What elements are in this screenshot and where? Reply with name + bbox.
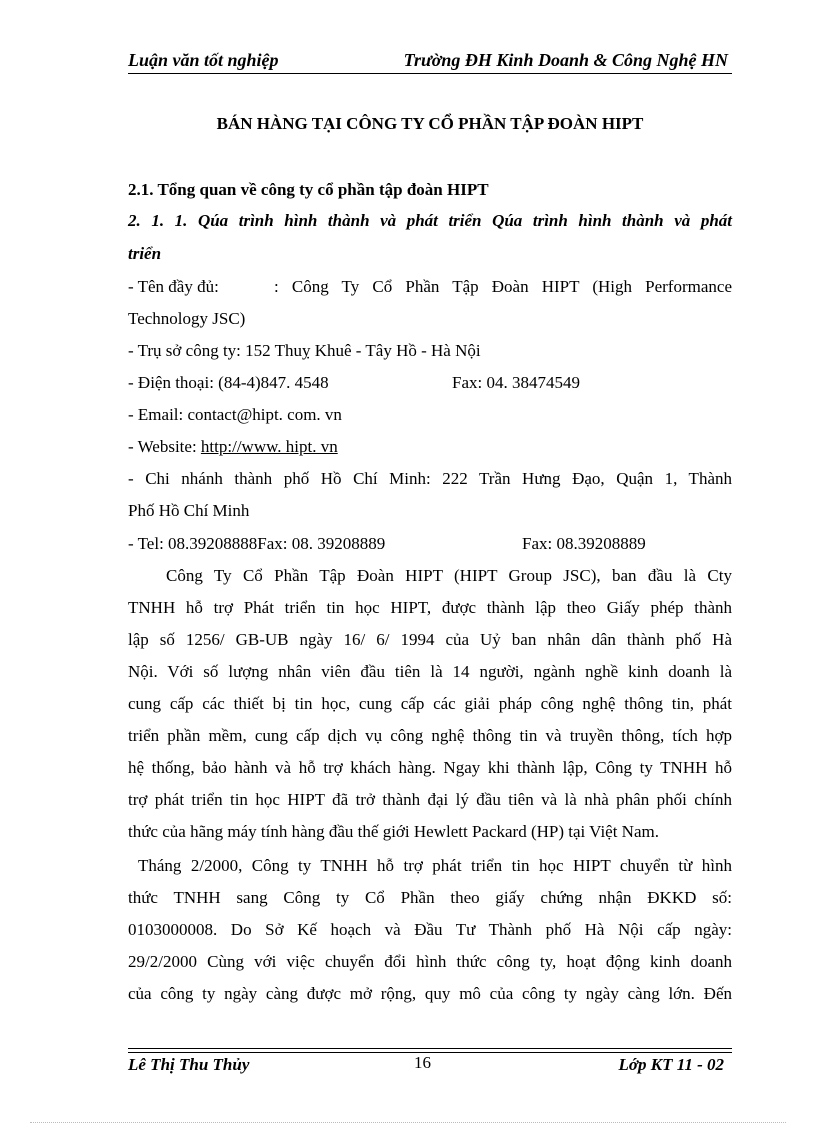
section-heading: 2.1. Tổng quan về công ty cổ phần tập đoàn HIPT <box>128 180 489 199</box>
info-website <box>128 437 732 457</box>
paragraph-line: thức TNHH sang Công ty Cổ Phần theo giấy chứng nhận ĐKKD số: <box>128 888 732 907</box>
paragraph-line: 29/2/2000 Cùng với việc chuyển đổi hình thức công ty, hoạt động kinh doanh <box>128 952 732 971</box>
info-address: - Trụ sở công ty: 152 Thuỵ Khuê - Tây Hồ - Hà Nội <box>128 341 481 360</box>
info-tel-fax: Fax: 08.39208889 <box>522 534 646 553</box>
page-header <box>128 46 732 74</box>
footer-class: Lớp KT 11 - 02 <box>618 1055 724 1074</box>
info-fax: Fax: 04. 38474549 <box>452 373 580 392</box>
paragraph-line: thức của hãng máy tính hàng đầu thế giới Hewlett Packard (HP) tại Việt Nam. <box>128 822 659 841</box>
website-label: - Website: <box>128 437 201 456</box>
info-phone-row <box>128 373 732 393</box>
header-thesis-label: Luận văn tốt nghiệp <box>128 50 279 70</box>
subsection-heading-cont: triển <box>128 244 162 263</box>
chapter-title: BÁN HÀNG TẠI CÔNG TY CỔ PHẦN TẬP ĐOÀN HIPT <box>216 114 644 133</box>
header-rule <box>128 73 732 74</box>
page-number: 16 <box>414 1053 431 1072</box>
paragraph-line: TNHH hỗ trợ Phát triển tin học HIPT, được thành lập theo Giấy phép thành <box>128 598 732 617</box>
info-fullname-cont: Technology JSC) <box>128 309 246 328</box>
paragraph-line: triển phần mềm, cung cấp dịch vụ công nghệ thông tin và truyền thông, tích hợp <box>128 726 732 745</box>
info-email: - Email: contact@hipt. com. vn <box>128 405 342 424</box>
paragraph-line: trợ phát triển tin học HIPT đã trở thành đại lý đầu tiên và là nhà phân phối chính <box>128 790 732 809</box>
info-tel: - Tel: 08.39208888Fax: 08. 39208889 <box>128 534 386 553</box>
paragraph-line: cung cấp các thiết bị tin học, cung cấp các giải pháp công nghệ thông tin, phát <box>128 694 732 713</box>
info-fullname <box>128 277 732 297</box>
paragraph-line: 0103000008. Do Sở Kế hoạch và Đầu Tư Thành phố Hà Nội cấp ngày: <box>128 920 732 939</box>
paragraph-line: hệ thống, bảo hành và hỗ trợ khách hàng. Ngay khi thành lập, Công ty TNHH hỗ <box>128 758 732 777</box>
info-branch-cont: Phố Hồ Chí Minh <box>128 501 250 520</box>
info-phone: - Điện thoại: (84-4)847. 4548 <box>128 373 329 392</box>
fullname-label: - Tên đầy đủ: <box>128 277 219 296</box>
info-branch: - Chi nhánh thành phố Hồ Chí Minh: 222 Trần Hưng Đạo, Quận 1, Thành <box>128 469 732 488</box>
header-university: Trường ĐH Kinh Doanh & Công Nghệ HN <box>403 50 728 70</box>
paragraph-line: Tháng 2/2000, Công ty TNHH hỗ trợ phát triển tin học HIPT chuyển từ hình <box>138 856 732 875</box>
paragraph-line: của công ty ngày càng được mở rộng, quy mô của công ty ngày càng lớn. Đến <box>128 984 732 1003</box>
subsection-heading: 2. 1. 1. Qúa trình hình thành và phát triển Qúa trình hình thành và phát <box>128 211 732 230</box>
info-tel-row <box>128 534 732 554</box>
footer-rule <box>128 1048 732 1049</box>
paragraph-line: lập số 1256/ GB-UB ngày 16/ 6/ 1994 của Uỷ ban nhân dân thành phố Hà <box>128 630 732 649</box>
paragraph-line: Công Ty Cổ Phần Tập Đoàn HIPT (HIPT Group JSC), ban đầu là Cty <box>166 566 732 585</box>
fullname-value: : Công Ty Cổ Phần Tập Đoàn HIPT (High Performance <box>274 277 732 296</box>
website-link[interactable]: http://www. hipt. vn <box>200 437 338 456</box>
footer-author: Lê Thị Thu Thủy <box>128 1055 250 1074</box>
paragraph-line: Nội. Với số lượng nhân viên đầu tiên là 14 người, ngành nghề kinh doanh là <box>128 662 732 681</box>
